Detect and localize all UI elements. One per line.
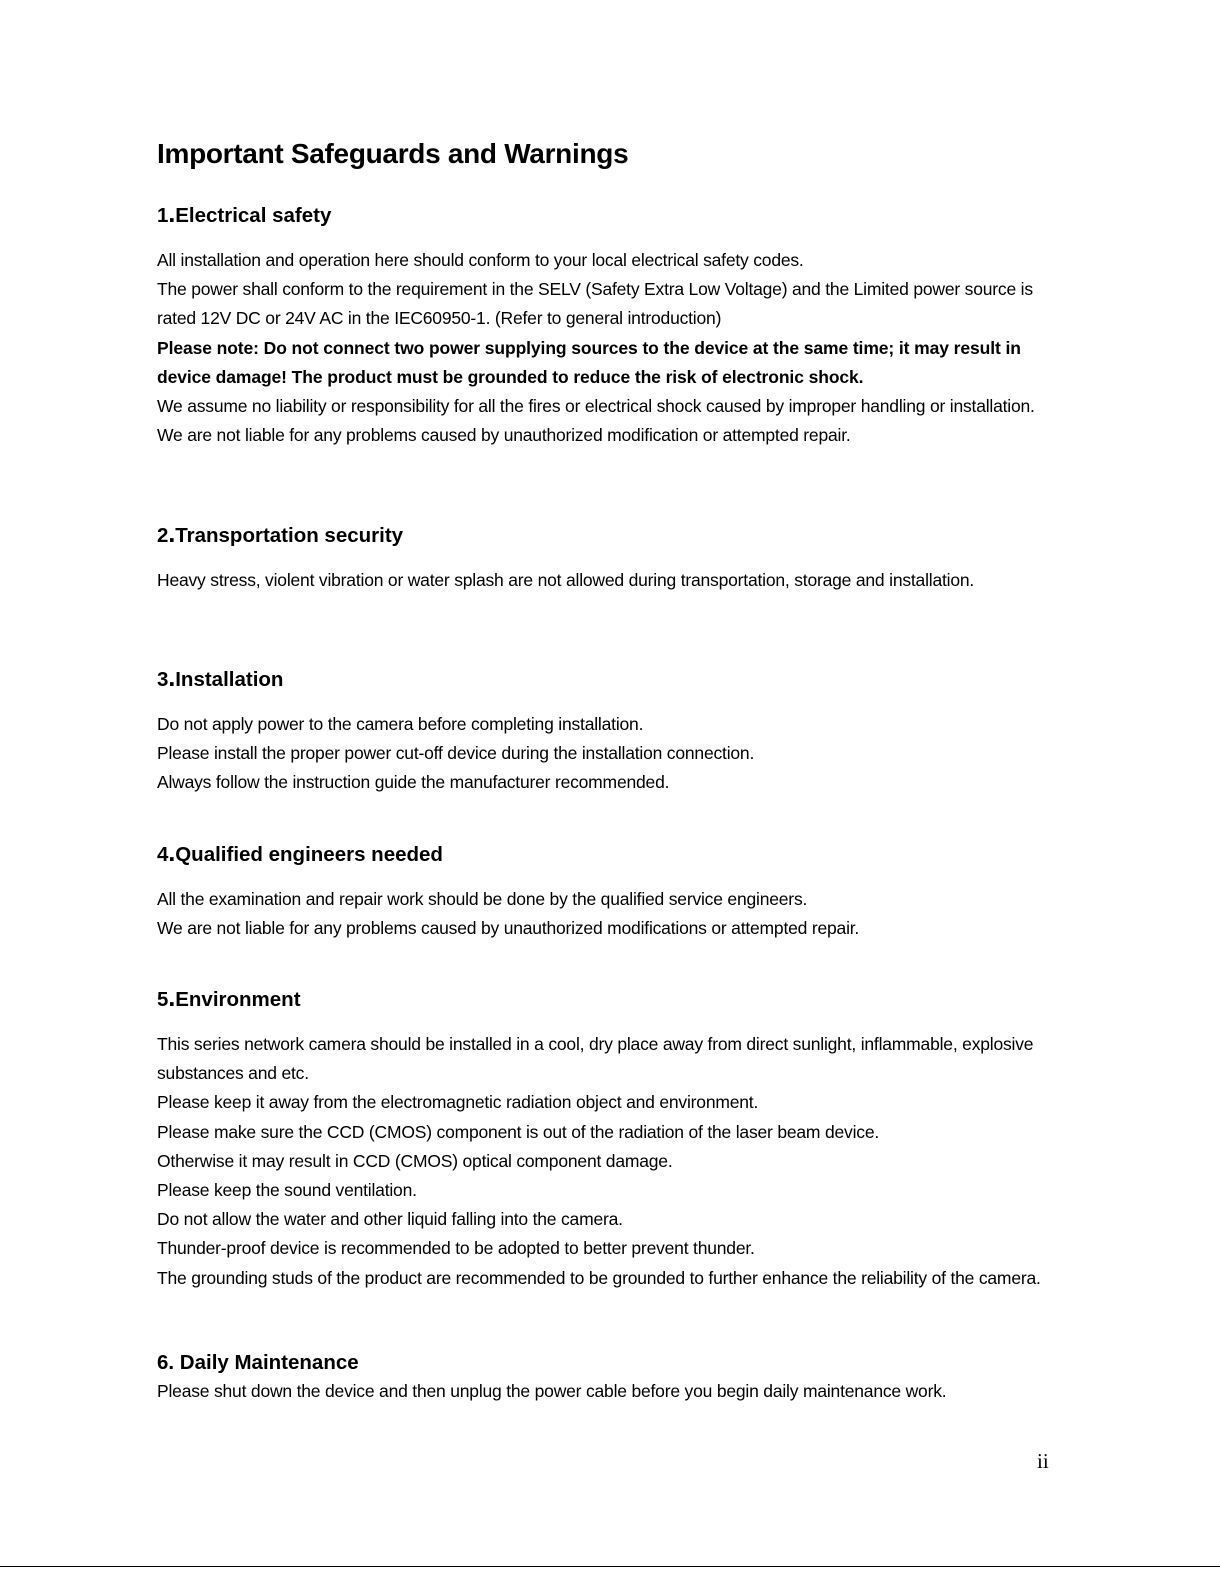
section-heading: 6. Daily Maintenance (157, 1351, 359, 1374)
paragraph: Please keep the sound ventilation. (157, 1180, 417, 1201)
paragraph: This series network camera should be installed in a cool, dry place away from direct sunlight, inflammable, explosive substances and etc. (157, 1034, 1034, 1084)
section-installation (157, 666, 1057, 798)
section-body (157, 1030, 1057, 1293)
paragraph: Always follow the instruction guide the manufacturer recommended. (157, 772, 670, 793)
section-environment (157, 986, 1057, 1293)
section-daily-maintenance (157, 1349, 1057, 1406)
section-heading: 2․Transportation security (157, 524, 404, 547)
paragraph: The grounding studs of the product are recommended to be grounded to further enhance the reliability of the camera. (157, 1267, 1041, 1288)
section-body (157, 1377, 1057, 1406)
paragraph: Please shut down the device and then unplug the power cable before you begin daily maintenance work. (157, 1381, 947, 1401)
section-heading: 4․Qualified engineers needed (157, 843, 443, 866)
section-body (157, 885, 1057, 943)
paragraph: All the examination and repair work should be done by the qualified service engineers. (157, 889, 808, 909)
section-body (157, 246, 1057, 450)
section-heading: 3․Installation (157, 668, 284, 691)
paragraph: Please install the proper power cut-off device during the installation connection. (157, 743, 755, 764)
section-electrical-safety (157, 202, 1057, 450)
paragraph: Do not apply power to the camera before completing installation. (157, 714, 644, 734)
paragraph: Otherwise it may result in CCD (CMOS) optical component damage. (157, 1150, 673, 1171)
paragraph: We are not liable for any problems caused by unauthorized modification or attempted repair. (157, 425, 851, 446)
paragraph: Please make sure the CCD (CMOS) component is out of the radiation of the laser beam device. (157, 1121, 880, 1142)
paragraph: We assume no liability or responsibility for all the fires or electrical shock caused by improper handling or installation. (157, 396, 1035, 417)
section-heading: 5․Environment (157, 988, 301, 1011)
section-body (157, 566, 1057, 595)
paragraph: Heavy stress, violent vibration or water splash are not allowed during transportation, storage and installation. (157, 570, 975, 590)
paragraph: All installation and operation here should conform to your local electrical safety codes. (157, 250, 804, 270)
page-title: Important Safeguards and Warnings (157, 138, 629, 169)
paragraph: Please keep it away from the electromagnetic radiation object and environment. (157, 1092, 759, 1113)
page-bottom-rule (0, 1566, 1220, 1567)
paragraph: We are not liable for any problems caused by unauthorized modifications or attempted repair. (157, 918, 860, 939)
paragraph: The power shall conform to the requirement in the SELV (Safety Extra Low Voltage) and the Limited power source is rated 12V DC or 24V AC in the IEC60950-1. (Refer to general introduction) (157, 279, 1033, 329)
section-transportation-security (157, 522, 1057, 595)
section-body (157, 710, 1057, 798)
warning-paragraph: Please note: Do not connect two power supplying sources to the device at the same time; it may result in device damage! The product must be grounded to reduce the risk of electronic shock. (157, 337, 1021, 387)
page-number: ii (1037, 1449, 1049, 1473)
section-qualified-engineers (157, 841, 1057, 943)
section-heading: 1․Electrical safety (157, 204, 332, 227)
paragraph: Do not allow the water and other liquid falling into the camera. (157, 1209, 623, 1230)
paragraph: Thunder-proof device is recommended to be adopted to better prevent thunder. (157, 1238, 755, 1259)
